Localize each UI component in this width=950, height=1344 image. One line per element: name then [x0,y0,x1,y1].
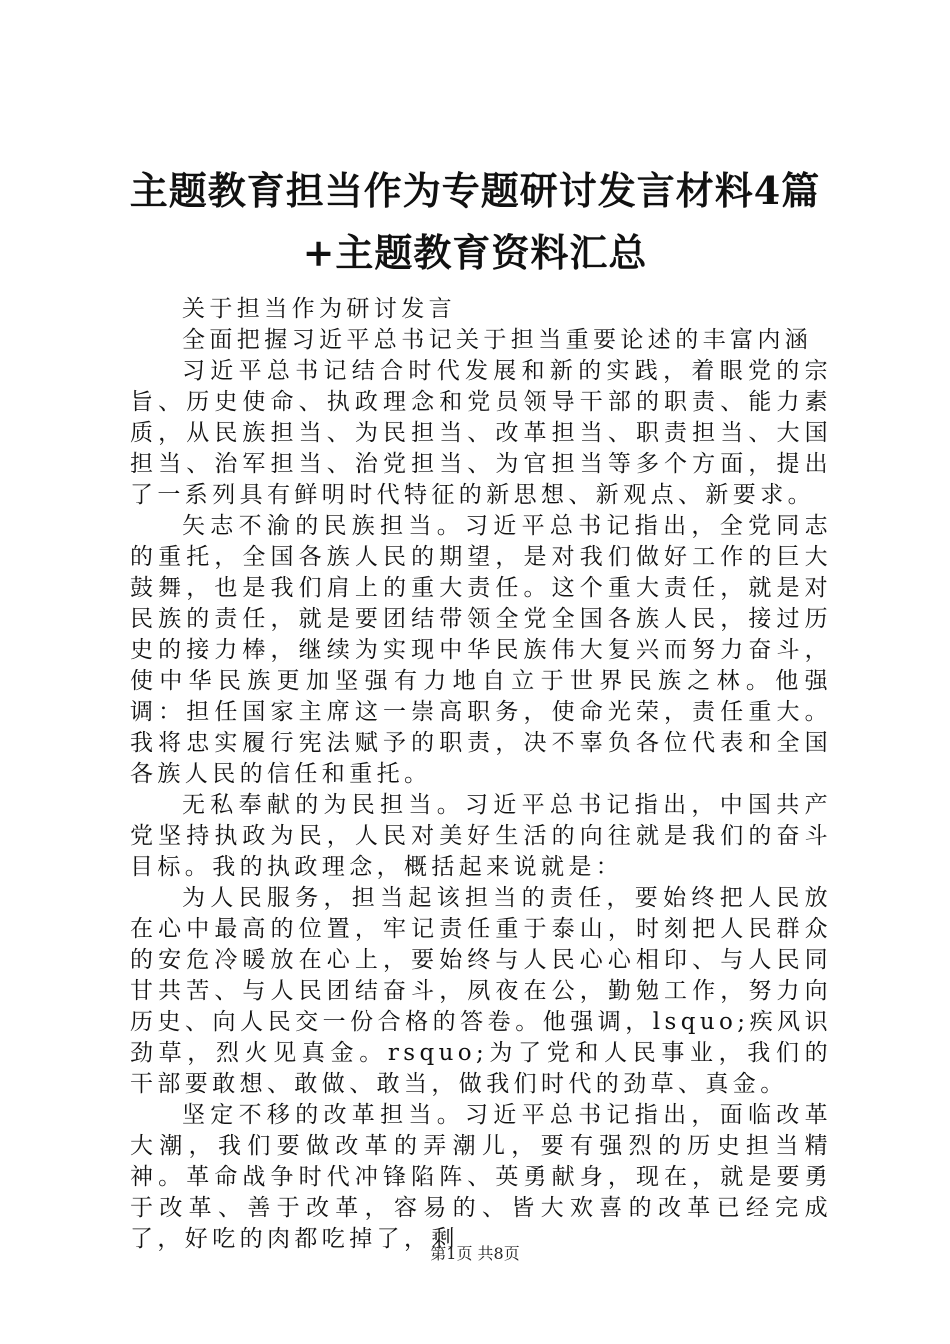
paragraph-serve-people-continued: 为人民服务，担当起该担当的责任，要始终把人民放在心中最高的位置，牢记责任重于泰山，时刻把人民群众的安危冷暖放在心上，要始终与人民心心相印、与人民同甘共苦、与人民团结奋斗，夙夜在公，勤勉工作，努力向历史、向人民交一份合格的答卷。他强调，lsquo;疾风识劲草，烈火见真金。rsquo;为了党和人民事业，我们的干部要敢想、敢做、敢当，做我们时代的劲草、真金。 [130,885,832,1097]
paragraph-national-responsibility: 矢志不渝的民族担当。习近平总书记指出，全党同志的重托，全国各族人民的期望，是对我们做好工作的巨大鼓舞，也是我们肩上的重大责任。这个重大责任，就是对民族的责任，就是要团结带领全党全国各族人民，接过历史的接力棒，继续为实现中华民族伟大复兴而努力奋斗，使中华民族更加坚强有力地自立于世界民族之林。他强调：担任国家主席这一崇高职务，使命光荣，责任重大。我将忠实履行宪法赋予的职责，决不辜负各位代表和全国各族人民的信任和重托。 [130,513,832,787]
paragraph-heading-2: 全面把握习近平总书记关于担当重要论述的丰富内涵 [182,327,813,353]
paragraph-serve-people: 无私奉献的为民担当。习近平总书记指出，中国共产党坚持执政为民，人民对美好生活的向往就是我们的奋斗目标。我的执政理念，概括起来说就是： [130,792,832,880]
paragraph-reform: 坚定不移的改革担当。习近平总书记指出，面临改革大潮，我们要做改革的弄潮儿，要有强烈的历史担当精神。革命战争时代冲锋陷阵、英勇献身，现在，就是要勇于改革、善于改革，容易的、皆大欢喜的改革已经完成了，好吃的肉都吃掉了，剩 [130,1102,832,1252]
page-number-footer: 第1页 共8页 [430,1244,520,1263]
paragraph-intro: 习近平总书记结合时代发展和新的实践，着眼党的宗旨、历史使命、执政理念和党员领导干部的职责、能力素质，从民族担当、为民担当、改革担当、职责担当、大国担当、治军担当、治党担当、为官担当等多个方面，提出了一系列具有鲜明时代特征的新思想、新观点、新要求。 [130,358,832,508]
document-title: 主题教育担当作为专题研讨发言材料4篇+主题教育资料汇总 [129,168,821,275]
paragraph-heading-1: 关于担当作为研讨发言 [182,296,456,322]
document-body [130,294,832,1255]
